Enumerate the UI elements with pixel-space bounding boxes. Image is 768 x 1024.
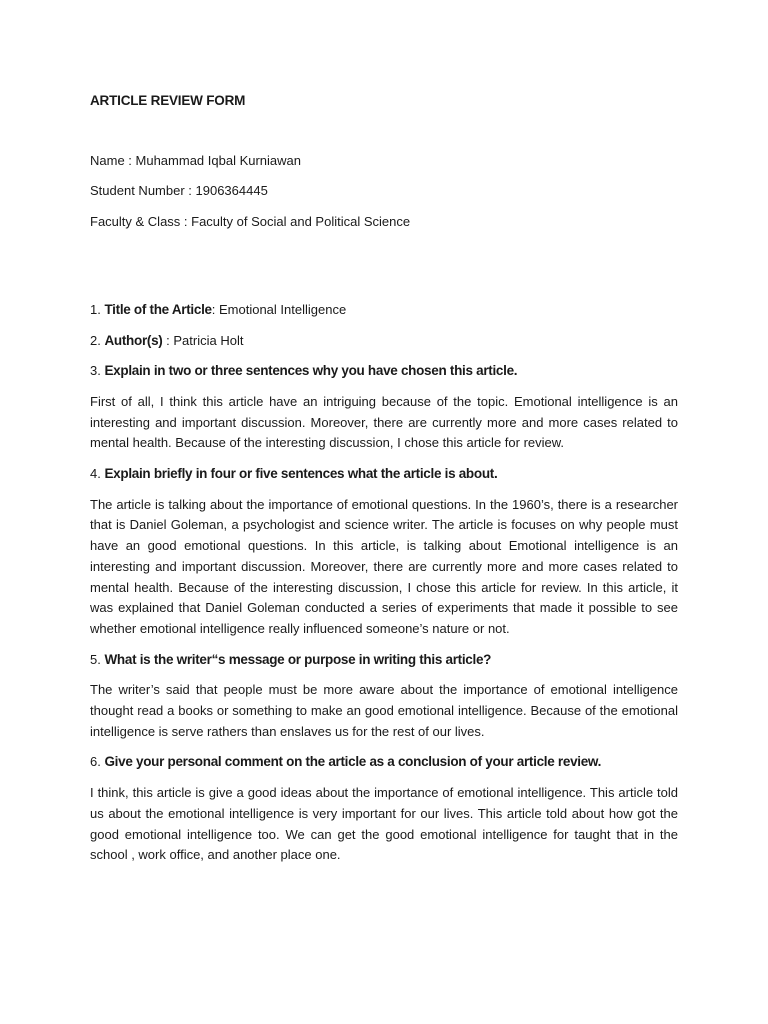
- author-item: [90, 331, 678, 352]
- question-4: [90, 464, 678, 640]
- answer-paragraph: The writer’s said that people must be more aware about the importance of emotional intelligence thought read a books or something to make an good emotional intelligence. Because of the emotional intelligence is serve rathers than enslaves us for the rest of our lives.: [90, 682, 678, 739]
- question-6: [90, 752, 678, 866]
- name-label: Name :: [90, 152, 136, 168]
- answer-paragraph: The article is talking about the importance of emotional questions. In the 1960’s, there is a researcher that is Daniel Goleman, a psychologist and science writer. The article is focuses on why people must have an good emotional questions. In this article, is talking about Emotional intelligence is an interesting and important discussion. Moreover, there are currently more and more cases related to mental health. Because of the interesting discussion, I chose this article for review. In this article, it was explained that Daniel Goleman conducted a series of experiments that made it possible to see whether emotional intelligence really influenced someone’s nature or not.: [90, 496, 678, 636]
- question-number: 5.: [90, 651, 105, 667]
- faculty-value: Faculty of Social and Political Science: [191, 214, 411, 230]
- item-heading: Author(s): [104, 332, 163, 348]
- question-number: 4.: [90, 466, 105, 482]
- item-heading: Title of the Article: [104, 301, 212, 317]
- question-heading: [90, 650, 678, 671]
- author-value: Patricia Holt: [173, 332, 244, 348]
- question-text: Give your personal comment on the article as a conclusion of your article review.: [104, 754, 602, 770]
- question-3: [90, 361, 678, 454]
- question-text: Explain in two or three sentences why you have chosen this article.: [104, 363, 518, 379]
- question-text: Explain briefly in four or five sentences what the article is about.: [104, 466, 498, 482]
- number-value: 1906364445: [195, 183, 268, 199]
- student-number-line: [90, 181, 678, 202]
- article-title-item: [90, 300, 678, 321]
- question-5: [90, 650, 678, 743]
- question-text: What is the writer“s message or purpose in writing this article?: [104, 651, 492, 667]
- question-heading: [90, 752, 678, 773]
- answer-paragraph: First of all, I think this article have an intriguing because of the topic. Emotional intelligence is an interesting and important discussion. Moreover, there are currently more and more cases related to mental health. Because of the interesting discussion, I chose this article for review.: [90, 393, 678, 451]
- item-number: 2.: [90, 332, 105, 348]
- form-title: ARTICLE REVIEW FORM: [90, 93, 246, 108]
- faculty-label: Faculty & Class :: [90, 214, 192, 230]
- item-separator: :: [211, 301, 219, 317]
- item-separator: :: [162, 332, 174, 348]
- student-name-line: [90, 151, 678, 172]
- question-number: 3.: [90, 363, 105, 379]
- question-heading: [90, 464, 678, 485]
- number-label: Student Number :: [90, 183, 196, 199]
- faculty-line: [90, 212, 678, 233]
- name-value: Muhammad Iqbal Kurniawan: [135, 152, 301, 168]
- student-info: [90, 151, 678, 233]
- question-heading: [90, 361, 678, 382]
- item-number: 1.: [90, 301, 105, 317]
- question-number: 6.: [90, 754, 105, 770]
- article-title-value: Emotional Intelligence: [218, 301, 347, 317]
- answer-paragraph: I think, this article is give a good ideas about the importance of emotional intelligence. This article told us about the emotional intelligence is very important for our lives. This article told about how got the good emotional intelligence too. We can get the good emotional intelligence for taught that in the school , work office, and another place one.: [90, 785, 678, 863]
